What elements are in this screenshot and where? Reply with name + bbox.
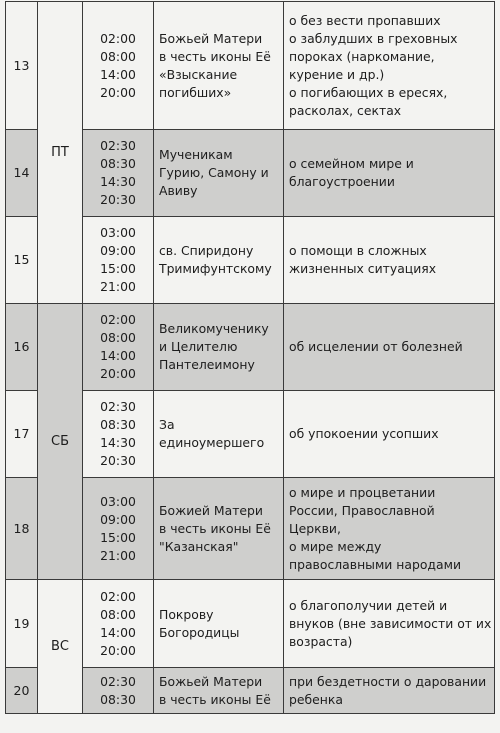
saint-dedication: За единоумершего (154, 391, 284, 478)
row-number: 14 (6, 130, 38, 217)
prayer-intention: о без вести пропавших о заблудших в греховных пороках (наркомание, курение и др.) о погибающих в ересях, расколах, сектах (284, 2, 495, 130)
prayer-intention: о благополучии детей и внуков (вне зависимости от их возраста) (284, 580, 495, 668)
day-saturday: СБ (38, 304, 83, 580)
saint-dedication: Божьей Матери в честь иконы Её (154, 668, 284, 714)
row-number: 20 (6, 668, 38, 714)
row-number: 17 (6, 391, 38, 478)
time-list: 02:30 08:30 14:30 20:30 (83, 130, 154, 217)
time-list: 03:00 09:00 15:00 21:00 (83, 478, 154, 580)
prayer-intention: о семейном мире и благоустроении (284, 130, 495, 217)
prayer-intention: об исцелении от болезней (284, 304, 495, 391)
day-sunday: ВС (38, 580, 83, 714)
table-row (6, 304, 495, 391)
saint-dedication: Покрову Богородицы (154, 580, 284, 668)
saint-dedication: Божьей Матери в честь иконы Её «Взыскание погибших» (154, 2, 284, 130)
saint-dedication: Мученикам Гурию, Самону и Авиву (154, 130, 284, 217)
saint-dedication: св. Спиридону Тримифунтскому (154, 217, 284, 304)
row-number: 18 (6, 478, 38, 580)
time-list: 02:30 08:30 (83, 668, 154, 714)
table-row (6, 580, 495, 668)
time-list: 03:00 09:00 15:00 21:00 (83, 217, 154, 304)
saint-dedication: Великомученику и Целителю Пантелеимону (154, 304, 284, 391)
row-number: 15 (6, 217, 38, 304)
prayer-intention: при бездетности о даровании ребенка (284, 668, 495, 714)
time-list: 02:30 08:30 14:30 20:30 (83, 391, 154, 478)
row-number: 16 (6, 304, 38, 391)
time-list: 02:00 08:00 14:00 20:00 (83, 580, 154, 668)
prayer-intention: о мире и процветании России, Православной Церкви, о мире между православными народами (284, 478, 495, 580)
row-number: 13 (6, 2, 38, 130)
row-number: 19 (6, 580, 38, 668)
prayer-intention: о помощи в сложных жизненных ситуациях (284, 217, 495, 304)
time-list: 02:00 08:00 14:00 20:00 (83, 304, 154, 391)
table-row (6, 2, 495, 130)
prayer-schedule-table (5, 1, 495, 714)
time-list: 02:00 08:00 14:00 20:00 (83, 2, 154, 130)
prayer-intention: об упокоении усопших (284, 391, 495, 478)
day-friday: ПТ (38, 2, 83, 304)
saint-dedication: Божией Матери в честь иконы Её "Казанская" (154, 478, 284, 580)
